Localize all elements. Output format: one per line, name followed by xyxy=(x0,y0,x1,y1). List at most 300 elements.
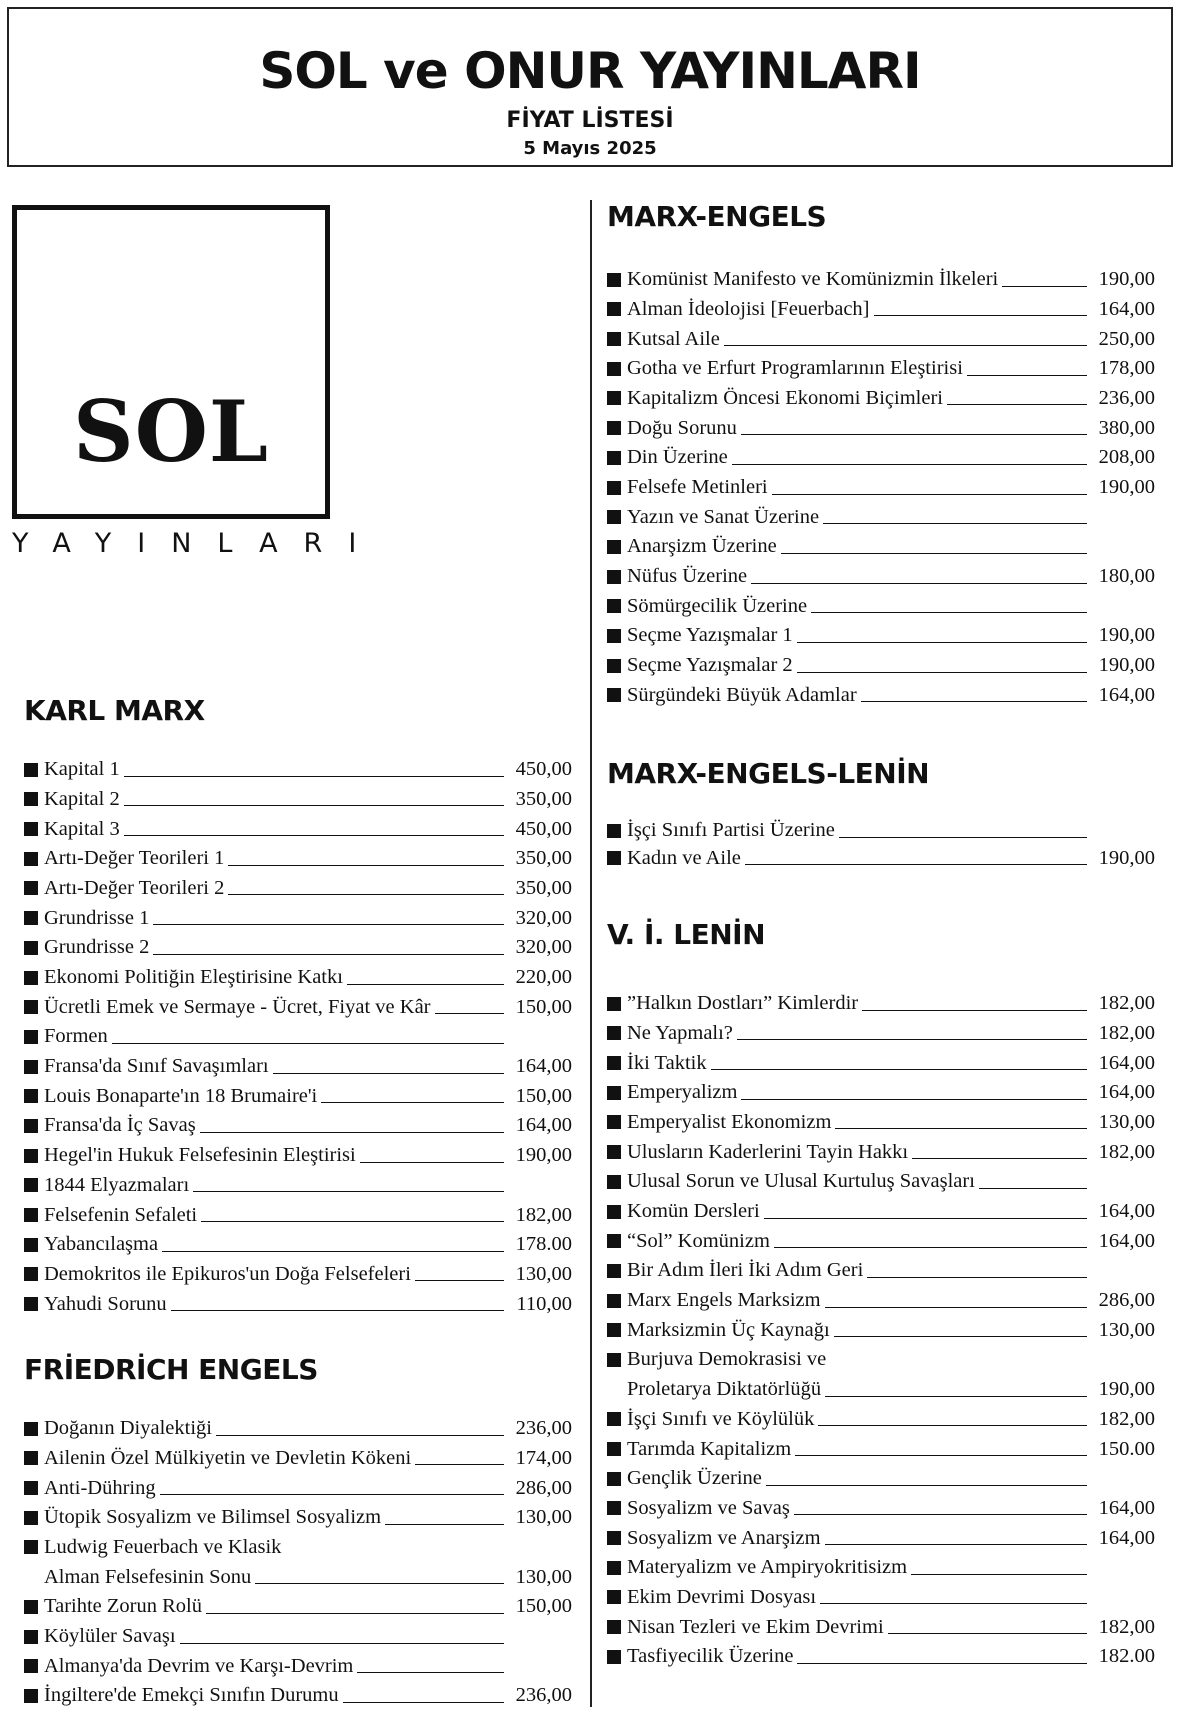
book-title: Ütopik Sosyalizm ve Bilimsel Sosyalizm xyxy=(44,1506,382,1529)
book-title: Hegel'in Hukuk Felsefesinin Eleştirisi xyxy=(44,1144,356,1167)
book-title: Kutsal Aile xyxy=(627,327,720,350)
book-item xyxy=(24,1136,572,1166)
sol-logo xyxy=(12,205,330,519)
book-price: 236,00 xyxy=(515,1684,572,1707)
lenin-list xyxy=(607,984,1155,1667)
leader-line xyxy=(834,1336,1087,1337)
leader-line xyxy=(206,1613,504,1614)
book-item xyxy=(24,1617,572,1647)
book-item xyxy=(24,1225,572,1255)
book-price: 190,00 xyxy=(515,1144,572,1167)
book-title: Sömürgecilik Üzerine xyxy=(627,594,808,617)
book-price: 380,00 xyxy=(1098,416,1155,439)
square-bullet-icon xyxy=(607,302,621,316)
leader-line xyxy=(347,984,504,985)
book-item xyxy=(607,319,1155,349)
book-price: 286,00 xyxy=(1098,1289,1155,1312)
square-bullet-icon xyxy=(607,688,621,702)
book-item xyxy=(607,1459,1155,1489)
price-list-subtitle: FİYAT LİSTESİ xyxy=(506,108,674,133)
leader-line xyxy=(862,1010,1087,1011)
leader-line xyxy=(967,375,1087,376)
leader-line xyxy=(861,701,1087,702)
book-title: Sürgündeki Büyük Adamlar xyxy=(627,683,857,706)
square-bullet-icon xyxy=(607,570,621,584)
book-price: 220,00 xyxy=(515,966,572,988)
book-price: 208,00 xyxy=(1098,446,1155,469)
book-item xyxy=(24,1498,572,1528)
book-title: Formen xyxy=(44,1025,108,1048)
section-title-lenin: V. İ. LENİN xyxy=(607,918,766,951)
book-price: 130,00 xyxy=(515,1262,572,1285)
book-price: 164,00 xyxy=(1098,683,1155,706)
book-price: 164,00 xyxy=(1098,1051,1155,1074)
leader-line xyxy=(835,1128,1087,1129)
leader-line xyxy=(124,776,504,777)
book-title: Kapital 3 xyxy=(44,817,120,840)
book-price: 164,00 xyxy=(1098,1229,1155,1252)
book-title: Doğu Sorunu xyxy=(627,416,737,439)
leader-line xyxy=(797,672,1087,673)
leader-line xyxy=(711,1069,1087,1070)
book-item xyxy=(24,1106,572,1136)
book-price: 110,00 xyxy=(516,1292,572,1315)
leader-line xyxy=(124,835,504,836)
book-title: Marksizmin Üç Kaynağı xyxy=(627,1318,830,1341)
book-price: 236,00 xyxy=(515,1417,572,1440)
square-bullet-icon xyxy=(24,852,38,866)
leader-line xyxy=(321,1102,504,1103)
book-title: Gençlik Üzerine xyxy=(627,1467,762,1490)
book-item xyxy=(24,1676,572,1706)
book-item xyxy=(24,1166,572,1196)
square-bullet-icon xyxy=(607,1175,621,1189)
book-item xyxy=(607,1281,1155,1311)
leader-line xyxy=(200,1132,504,1133)
leader-line xyxy=(825,1396,1087,1397)
book-title: Tarımda Kapitalizm xyxy=(627,1437,792,1460)
book-price: 130,00 xyxy=(515,1506,572,1529)
book-price: 130,00 xyxy=(1098,1318,1155,1341)
book-title: Seçme Yazışmalar 2 xyxy=(627,654,793,677)
book-item xyxy=(607,1073,1155,1103)
book-title: Materyalizm ve Ampiryokritisizm xyxy=(627,1556,908,1579)
book-item xyxy=(24,1409,572,1439)
book-price: 190,00 xyxy=(1098,476,1155,498)
book-title: Kapital 1 xyxy=(44,758,120,781)
leader-line xyxy=(153,954,504,955)
square-bullet-icon xyxy=(24,1600,38,1614)
leader-line xyxy=(180,1643,504,1644)
square-bullet-icon xyxy=(607,851,621,865)
book-title: Demokritos ile Epikuros'un Doğa Felsefeleri xyxy=(44,1262,411,1285)
book-price: 182,00 xyxy=(1098,1615,1155,1638)
book-item xyxy=(607,616,1155,646)
book-title: Emperyalist Ekonomizm xyxy=(627,1110,832,1133)
logo-wordmark: SOL xyxy=(73,382,269,481)
section-title-marx-engels: MARX-ENGELS xyxy=(607,200,827,233)
book-item xyxy=(607,1222,1155,1252)
leader-line xyxy=(839,837,1087,838)
book-item xyxy=(24,1255,572,1285)
book-item xyxy=(24,1077,572,1107)
leader-line xyxy=(216,1435,504,1436)
book-price: 178,00 xyxy=(1098,357,1155,380)
square-bullet-icon xyxy=(607,1234,621,1248)
book-title: Tarihte Zorun Rolü xyxy=(44,1595,202,1618)
leader-line xyxy=(764,1218,1087,1219)
book-price: 190,00 xyxy=(1098,624,1155,647)
book-price: 164,00 xyxy=(1098,1526,1155,1549)
book-title: Tasfiyecilik Üzerine xyxy=(627,1645,794,1668)
square-bullet-icon xyxy=(24,881,38,895)
leader-line xyxy=(228,865,504,866)
leader-line xyxy=(741,1099,1087,1100)
book-item xyxy=(607,379,1155,409)
square-bullet-icon xyxy=(24,971,38,985)
leader-line xyxy=(435,1013,505,1014)
book-item xyxy=(607,527,1155,557)
book-title: Seçme Yazışmalar 1 xyxy=(627,624,793,647)
square-bullet-icon xyxy=(607,659,621,673)
book-price: 178.00 xyxy=(515,1233,572,1256)
book-price: 150,00 xyxy=(515,1084,572,1107)
book-title: Artı-Değer Teorileri 2 xyxy=(44,876,225,899)
book-price: 164,00 xyxy=(515,1114,572,1137)
square-bullet-icon xyxy=(607,1412,621,1426)
book-title: Alman İdeolojisi [Feuerbach] xyxy=(627,297,870,320)
leader-line xyxy=(160,1494,504,1495)
book-title: Doğanın Diyalektiği xyxy=(44,1417,212,1440)
leader-line xyxy=(741,434,1087,435)
book-title: Nisan Tezleri ve Ekim Devrimi xyxy=(627,1615,884,1638)
book-item xyxy=(607,587,1155,617)
square-bullet-icon xyxy=(607,1561,621,1575)
square-bullet-icon xyxy=(607,1205,621,1219)
book-item xyxy=(607,1251,1155,1281)
square-bullet-icon xyxy=(607,629,621,643)
leader-line xyxy=(360,1162,504,1163)
section-title-engels: FRİEDRİCH ENGELS xyxy=(24,1353,318,1386)
book-price: 350,00 xyxy=(515,787,572,810)
square-bullet-icon xyxy=(607,1501,621,1515)
square-bullet-icon xyxy=(24,1422,38,1436)
square-bullet-icon xyxy=(607,273,621,287)
book-title: Yahudi Sorunu xyxy=(44,1292,167,1315)
square-bullet-icon xyxy=(607,1590,621,1604)
book-item xyxy=(24,780,572,810)
book-title: İşçi Sınıfı ve Köylülük xyxy=(627,1407,815,1430)
square-bullet-icon xyxy=(607,1531,621,1545)
book-price: 180,00 xyxy=(1098,565,1155,588)
leader-line xyxy=(385,1524,504,1525)
leader-line xyxy=(912,1158,1087,1159)
book-price: 182,00 xyxy=(1098,1140,1155,1163)
square-bullet-icon xyxy=(24,1267,38,1281)
price-list-date: 5 Mayıs 2025 xyxy=(523,138,657,159)
book-price: 190,00 xyxy=(1098,1378,1155,1401)
book-item xyxy=(24,1647,572,1677)
book-title: Proletarya Diktatörlüğü xyxy=(627,1378,822,1401)
book-item xyxy=(607,290,1155,320)
book-price: 250,00 xyxy=(1098,327,1155,350)
leader-line xyxy=(228,894,504,895)
leader-line xyxy=(820,1603,1087,1604)
leader-line xyxy=(357,1672,504,1673)
book-title: İşçi Sınıfı Partisi Üzerine xyxy=(627,819,835,841)
book-price: 450,00 xyxy=(515,817,572,840)
leader-line xyxy=(823,523,1087,524)
book-title: Ne Yapmalı? xyxy=(627,1021,733,1044)
square-bullet-icon xyxy=(607,391,621,405)
square-bullet-icon xyxy=(607,540,621,554)
leader-line xyxy=(979,1188,1087,1189)
square-bullet-icon xyxy=(24,1000,38,1014)
square-bullet-icon xyxy=(24,1297,38,1311)
leader-line xyxy=(751,583,1087,584)
book-title: Yazın ve Sanat Üzerine xyxy=(627,505,820,528)
book-item xyxy=(24,1047,572,1077)
book-title: Fransa'da İç Savaş xyxy=(44,1114,196,1137)
book-item xyxy=(24,898,572,928)
book-price: 164,00 xyxy=(1098,1200,1155,1222)
leader-line xyxy=(201,1221,504,1222)
book-price: 130,00 xyxy=(1098,1110,1155,1133)
book-title: Louis Bonaparte'ın 18 Brumaire'i xyxy=(44,1084,318,1107)
book-price: 350,00 xyxy=(515,847,572,870)
leader-line xyxy=(825,1544,1087,1545)
leader-line xyxy=(112,1043,504,1044)
book-title: Din Üzerine xyxy=(627,446,728,469)
book-price: 130,00 xyxy=(515,1565,572,1588)
square-bullet-icon xyxy=(24,822,38,836)
book-item xyxy=(24,1195,572,1225)
book-title: Kapitalizm Öncesi Ekonomi Biçimleri xyxy=(627,386,943,409)
square-bullet-icon xyxy=(24,1659,38,1673)
book-title: 1844 Elyazmaları xyxy=(44,1173,190,1196)
leader-line xyxy=(732,464,1087,465)
square-bullet-icon xyxy=(607,1056,621,1070)
square-bullet-icon xyxy=(607,1323,621,1337)
book-title: Burjuva Demokrasisi ve xyxy=(627,1348,827,1371)
book-price: 190,00 xyxy=(1098,654,1155,677)
leader-line xyxy=(724,345,1087,346)
leader-line xyxy=(911,1574,1087,1575)
square-bullet-icon xyxy=(607,362,621,376)
book-item xyxy=(607,676,1155,706)
book-title: Ulusların Kaderlerini Tayin Hakkı xyxy=(627,1140,909,1163)
square-bullet-icon xyxy=(607,1086,621,1100)
book-item xyxy=(607,260,1155,290)
book-price: 190,00 xyxy=(1098,268,1155,291)
square-bullet-icon xyxy=(607,997,621,1011)
book-price: 174,00 xyxy=(515,1446,572,1469)
book-price: 150,00 xyxy=(515,1595,572,1618)
book-title: Ailenin Özel Mülkiyetin ve Devletin Kökeni xyxy=(44,1446,412,1469)
book-title: ”Halkın Dostları” Kimlerdir xyxy=(627,992,859,1015)
leader-line xyxy=(766,1485,1087,1486)
book-item xyxy=(607,1162,1155,1192)
book-price: 164,00 xyxy=(1098,1081,1155,1104)
square-bullet-icon xyxy=(24,1149,38,1163)
square-bullet-icon xyxy=(607,1026,621,1040)
book-item xyxy=(24,1439,572,1469)
book-item xyxy=(607,1607,1155,1637)
square-bullet-icon xyxy=(607,1264,621,1278)
leader-line xyxy=(794,1514,1087,1515)
leader-line xyxy=(874,315,1087,316)
leader-line xyxy=(888,1633,1087,1634)
book-item xyxy=(607,984,1155,1014)
book-title: Gotha ve Erfurt Programlarının Eleştirisi xyxy=(627,357,963,380)
square-bullet-icon xyxy=(24,763,38,777)
book-item xyxy=(607,1637,1155,1667)
book-item xyxy=(607,468,1155,498)
square-bullet-icon xyxy=(24,1689,38,1703)
book-item xyxy=(24,1284,572,1314)
book-price: 164,00 xyxy=(515,1055,572,1078)
book-item xyxy=(24,1017,572,1047)
karl-marx-list xyxy=(24,750,572,1314)
leader-line xyxy=(795,1455,1087,1456)
book-title: Yabancılaşma xyxy=(44,1233,159,1256)
square-bullet-icon xyxy=(24,1630,38,1644)
book-price: 164,00 xyxy=(1098,1496,1155,1519)
book-price: 150,00 xyxy=(515,995,572,1018)
book-title: Felsefenin Sefaleti xyxy=(44,1203,198,1226)
square-bullet-icon xyxy=(607,599,621,613)
square-bullet-icon xyxy=(607,1442,621,1456)
book-item xyxy=(607,646,1155,676)
book-item xyxy=(24,839,572,869)
book-item xyxy=(607,438,1155,468)
leader-line xyxy=(1002,286,1087,287)
square-bullet-icon xyxy=(24,1030,38,1044)
square-bullet-icon xyxy=(607,824,621,838)
square-bullet-icon xyxy=(24,792,38,806)
book-title: Köylüler Savaşı xyxy=(44,1625,176,1647)
book-title: Emperyalizm xyxy=(627,1081,738,1104)
leader-line xyxy=(774,1247,1087,1248)
square-bullet-icon xyxy=(607,1353,621,1367)
book-price: 350,00 xyxy=(515,876,572,899)
book-title: Ekim Devrimi Dosyası xyxy=(627,1585,817,1608)
book-item xyxy=(607,349,1155,379)
publisher-title: SOL ve ONUR YAYINLARI xyxy=(259,42,921,100)
section-title-marx-engels-lenin: MARX-ENGELS-LENİN xyxy=(607,757,930,790)
square-bullet-icon xyxy=(24,1511,38,1525)
leader-line xyxy=(825,1307,1087,1308)
book-title: Ekonomi Politiğin Eleştirisine Katkı xyxy=(44,966,343,988)
leader-line xyxy=(124,805,504,806)
square-bullet-icon xyxy=(24,911,38,925)
leader-line xyxy=(153,924,504,925)
book-item xyxy=(24,1587,572,1617)
book-item xyxy=(24,988,572,1018)
book-title: İki Taktik xyxy=(627,1051,707,1074)
book-title: İngiltere'de Emekçi Sınıfın Durumu xyxy=(44,1684,339,1707)
book-item xyxy=(24,958,572,988)
book-item xyxy=(607,1548,1155,1578)
leader-line xyxy=(343,1702,504,1703)
marx-engels-list xyxy=(607,260,1155,705)
book-title: Nüfus Üzerine xyxy=(627,565,748,588)
book-price: 182.00 xyxy=(1098,1645,1155,1668)
book-item xyxy=(607,813,1155,841)
book-title: Alman Felsefesinin Sonu xyxy=(44,1565,252,1588)
book-item xyxy=(607,1518,1155,1548)
book-title: Bir Adım İleri İki Adım Geri xyxy=(627,1259,864,1282)
book-item xyxy=(24,1557,572,1587)
book-item xyxy=(607,1043,1155,1073)
book-title: Ücretli Emek ve Sermaye - Ücret, Fiyat ve Kâr xyxy=(44,995,431,1018)
book-title: Almanya'da Devrim ve Karşı-Devrim xyxy=(44,1654,354,1677)
book-item xyxy=(607,1400,1155,1430)
leader-line xyxy=(772,494,1087,495)
book-title: Komünist Manifesto ve Komünizmin İlkeleri xyxy=(627,268,999,291)
book-item xyxy=(607,1578,1155,1608)
header-box xyxy=(7,7,1173,167)
book-price: 150.00 xyxy=(1098,1437,1155,1460)
leader-line xyxy=(811,612,1087,613)
book-item xyxy=(24,809,572,839)
book-title: Artı-Değer Teorileri 1 xyxy=(44,847,225,870)
book-price: 182,00 xyxy=(1098,1407,1155,1430)
book-title: “Sol” Komünizm xyxy=(627,1229,770,1252)
book-title: Marx Engels Marksizm xyxy=(627,1289,821,1312)
square-bullet-icon xyxy=(24,1089,38,1103)
square-bullet-icon xyxy=(24,1208,38,1222)
leader-line xyxy=(818,1425,1087,1426)
square-bullet-icon xyxy=(607,481,621,495)
leader-line xyxy=(193,1191,504,1192)
leader-line xyxy=(737,1039,1087,1040)
square-bullet-icon xyxy=(24,941,38,955)
leader-line xyxy=(273,1073,504,1074)
leader-line xyxy=(415,1464,504,1465)
square-bullet-icon xyxy=(24,1481,38,1495)
book-price: 164,00 xyxy=(1098,297,1155,320)
book-item xyxy=(607,1192,1155,1222)
book-title: Ludwig Feuerbach ve Klasik xyxy=(44,1535,282,1558)
book-item xyxy=(607,1370,1155,1400)
book-item xyxy=(607,408,1155,438)
leader-line xyxy=(745,864,1087,865)
square-bullet-icon xyxy=(607,1145,621,1159)
book-price: 182,00 xyxy=(515,1203,572,1226)
book-item xyxy=(607,1311,1155,1341)
leader-line xyxy=(415,1280,504,1281)
leader-line xyxy=(255,1583,504,1584)
book-title: Ulusal Sorun ve Ulusal Kurtuluş Savaşları xyxy=(627,1170,975,1193)
book-title: Sosyalizm ve Savaş xyxy=(627,1496,790,1519)
book-price: 286,00 xyxy=(515,1476,572,1499)
leader-line xyxy=(797,642,1087,643)
book-item xyxy=(607,498,1155,528)
book-item xyxy=(607,1132,1155,1162)
book-title: Kapital 2 xyxy=(44,787,120,810)
square-bullet-icon xyxy=(607,332,621,346)
square-bullet-icon xyxy=(607,1294,621,1308)
leader-line xyxy=(797,1663,1087,1664)
book-title: Anti-Dühring xyxy=(44,1476,156,1499)
leader-line xyxy=(867,1277,1087,1278)
square-bullet-icon xyxy=(24,1060,38,1074)
square-bullet-icon xyxy=(607,1650,621,1664)
marx-engels-lenin-list xyxy=(607,813,1155,868)
book-title: Komün Dersleri xyxy=(627,1200,760,1222)
square-bullet-icon xyxy=(607,421,621,435)
